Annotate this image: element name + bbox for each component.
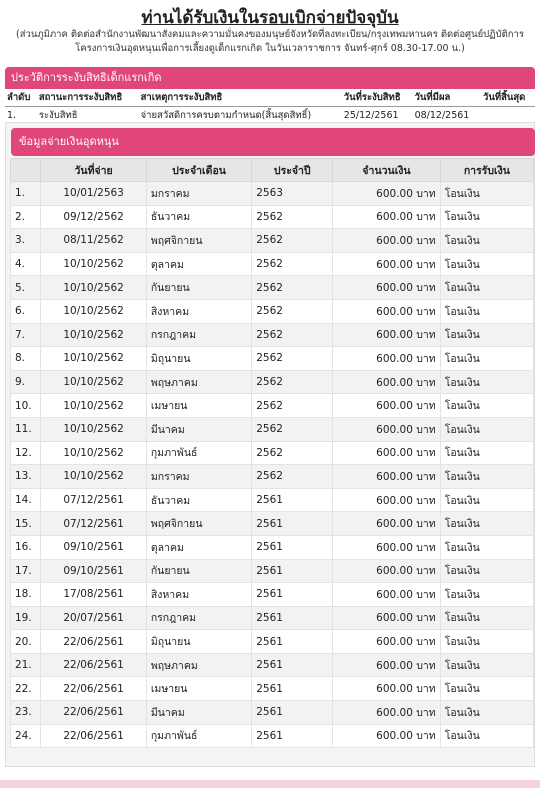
payment-cell: กันยายน: [146, 276, 251, 300]
payment-cell: 10/10/2562: [41, 441, 146, 465]
payment-cell: 2561: [252, 512, 333, 536]
payment-cell: 2562: [252, 465, 333, 489]
payment-cell: 10/10/2562: [41, 347, 146, 371]
payment-cell: 600.00 บาท: [333, 276, 440, 300]
payment-row: [11, 559, 534, 583]
payment-cell: 09/10/2561: [41, 559, 146, 583]
payment-cell: 8.: [11, 347, 41, 371]
payment-cell: โอนเงิน: [440, 677, 533, 701]
payment-cell: 2561: [252, 724, 333, 748]
payment-cell: 2561: [252, 559, 333, 583]
rights-cell: 1.: [7, 110, 17, 121]
rights-column-header: สาเหตุการระงับสิทธิ: [139, 89, 342, 107]
payment-cell: กุมภาพันธ์: [146, 724, 251, 748]
payment-row: [11, 417, 534, 441]
payment-cell: สิงหาคม: [146, 299, 251, 323]
rights-cell: จ่ายสวัสดิการครบตามกำหนด(สิ้นสุดสิทธิ์): [140, 110, 312, 121]
payment-cell: เมษายน: [146, 677, 251, 701]
payment-table: [10, 158, 534, 748]
payment-cell: พฤษภาคม: [146, 653, 251, 677]
payment-cell: 10/10/2562: [41, 417, 146, 441]
payment-cell: 2562: [252, 441, 333, 465]
payment-cell: 600.00 บาท: [333, 677, 440, 701]
payment-cell: 1.: [11, 182, 41, 206]
payment-row: [11, 630, 534, 654]
payment-cell: 2561: [252, 606, 333, 630]
payment-cell: โอนเงิน: [440, 701, 533, 725]
payment-column-header: การรับเงิน: [440, 159, 533, 182]
payment-row: [11, 606, 534, 630]
payment-cell: โอนเงิน: [440, 630, 533, 654]
payment-cell: โอนเงิน: [440, 347, 533, 371]
payment-cell: 22/06/2561: [41, 724, 146, 748]
payment-cell: 2562: [252, 299, 333, 323]
payment-row: [11, 394, 534, 418]
rights-history-header: ประวัติการระงับสิทธิเด็กแรกเกิด: [5, 67, 535, 89]
payment-cell: พฤศจิกายน: [146, 229, 251, 253]
payment-row: [11, 182, 534, 206]
payment-cell: 10/10/2562: [41, 276, 146, 300]
payment-cell: 600.00 บาท: [333, 205, 440, 229]
payment-cell: 2562: [252, 394, 333, 418]
rights-column-header: สถานะการระงับสิทธิ: [37, 89, 139, 107]
payment-cell: 7.: [11, 323, 41, 347]
payment-cell: 10/10/2562: [41, 394, 146, 418]
payment-cell: 600.00 บาท: [333, 653, 440, 677]
payment-cell: 2561: [252, 630, 333, 654]
payment-cell: 12.: [11, 441, 41, 465]
payment-cell: 600.00 บาท: [333, 347, 440, 371]
payment-row: [11, 299, 534, 323]
payment-cell: มีนาคม: [146, 417, 251, 441]
payment-cell: 600.00 บาท: [333, 441, 440, 465]
payment-cell: โอนเงิน: [440, 394, 533, 418]
payment-cell: โอนเงิน: [440, 182, 533, 206]
payment-cell: 13.: [11, 465, 41, 489]
payment-row: [11, 441, 534, 465]
page-title: ท่านได้รับเงินในรอบเบิกจ่ายปัจจุบัน: [141, 8, 399, 28]
payment-cell: 2562: [252, 417, 333, 441]
payment-cell: มกราคม: [146, 182, 251, 206]
payment-cell: โอนเงิน: [440, 323, 533, 347]
payment-cell: โอนเงิน: [440, 205, 533, 229]
payment-cell: 2562: [252, 252, 333, 276]
payment-row: [11, 276, 534, 300]
payment-cell: 2561: [252, 677, 333, 701]
payment-row: [11, 724, 534, 748]
payment-cell: 2562: [252, 205, 333, 229]
payment-cell: 21.: [11, 653, 41, 677]
payment-cell: กุมภาพันธ์: [146, 441, 251, 465]
payment-cell: พฤษภาคม: [146, 370, 251, 394]
payment-cell: 10/01/2563: [41, 182, 146, 206]
rights-cell: ระงับสิทธิ: [38, 110, 78, 121]
rights-history-section: [5, 67, 535, 124]
payment-cell: มกราคม: [146, 465, 251, 489]
payment-cell: 6.: [11, 299, 41, 323]
payment-cell: 600.00 บาท: [333, 724, 440, 748]
payment-row: [11, 229, 534, 253]
payment-row: [11, 370, 534, 394]
payment-cell: กรกฎาคม: [146, 323, 251, 347]
payment-cell: ตุลาคม: [146, 252, 251, 276]
payment-cell: เมษายน: [146, 394, 251, 418]
payment-cell: 22.: [11, 677, 41, 701]
payment-column-header: ประจำเดือน: [146, 159, 251, 182]
payment-cell: 4.: [11, 252, 41, 276]
payment-cell: 9.: [11, 370, 41, 394]
payment-cell: 22/06/2561: [41, 701, 146, 725]
payment-cell: โอนเงิน: [440, 583, 533, 607]
payment-cell: 09/10/2561: [41, 535, 146, 559]
payment-row: [11, 465, 534, 489]
payment-cell: โอนเงิน: [440, 441, 533, 465]
payment-cell: 600.00 บาท: [333, 229, 440, 253]
payment-cell: 07/12/2561: [41, 512, 146, 536]
bottom-bar: [0, 780, 540, 788]
payment-cell: 14.: [11, 488, 41, 512]
payment-cell: 07/12/2561: [41, 488, 146, 512]
payment-cell: 600.00 บาท: [333, 465, 440, 489]
payment-row: [11, 323, 534, 347]
payment-cell: 2561: [252, 488, 333, 512]
payment-cell: 10/10/2562: [41, 252, 146, 276]
payment-cell: 22/06/2561: [41, 630, 146, 654]
payment-row: [11, 205, 534, 229]
payment-row: [11, 347, 534, 371]
payment-cell: โอนเงิน: [440, 370, 533, 394]
payment-cell: 600.00 บาท: [333, 323, 440, 347]
payment-cell: 600.00 บาท: [333, 299, 440, 323]
payment-row: [11, 701, 534, 725]
payment-cell: โอนเงิน: [440, 252, 533, 276]
payment-cell: 11.: [11, 417, 41, 441]
payment-cell: โอนเงิน: [440, 512, 533, 536]
payment-cell: 600.00 บาท: [333, 535, 440, 559]
payment-cell: 600.00 บาท: [333, 182, 440, 206]
payment-cell: 17.: [11, 559, 41, 583]
payment-cell: 2.: [11, 205, 41, 229]
rights-column-header: ลำดับ: [5, 89, 37, 107]
payment-cell: 10/10/2562: [41, 370, 146, 394]
payment-cell: 09/12/2562: [41, 205, 146, 229]
rights-column-header: วันที่ระงับสิทธิ: [342, 89, 413, 107]
payment-cell: มีนาคม: [146, 701, 251, 725]
payment-cell: ธันวาคม: [146, 205, 251, 229]
payment-cell: 600.00 บาท: [333, 488, 440, 512]
payment-cell: 600.00 บาท: [333, 252, 440, 276]
payment-cell: โอนเงิน: [440, 488, 533, 512]
payment-cell: 2561: [252, 701, 333, 725]
payment-section-header: ข้อมูลจ่ายเงินอุดหนุน: [11, 128, 535, 156]
payment-cell: 10.: [11, 394, 41, 418]
payment-cell: สิงหาคม: [146, 583, 251, 607]
payment-cell: 10/10/2562: [41, 299, 146, 323]
rights-column-header: วันที่มีผล: [413, 89, 481, 107]
payment-cell: 24.: [11, 724, 41, 748]
payment-cell: 2562: [252, 370, 333, 394]
payment-cell: โอนเงิน: [440, 465, 533, 489]
payment-cell: 16.: [11, 535, 41, 559]
payment-cell: 2562: [252, 323, 333, 347]
payment-cell: โอนเงิน: [440, 299, 533, 323]
payment-cell: กรกฎาคม: [146, 606, 251, 630]
payment-column-header: [11, 159, 41, 182]
payment-cell: 600.00 บาท: [333, 583, 440, 607]
payment-cell: โอนเงิน: [440, 653, 533, 677]
payment-cell: โอนเงิน: [440, 276, 533, 300]
payment-cell: 10/10/2562: [41, 465, 146, 489]
payment-cell: 600.00 บาท: [333, 417, 440, 441]
rights-column-header: วันที่สิ้นสุด: [481, 89, 535, 107]
payment-cell: 2562: [252, 276, 333, 300]
payment-cell: 2561: [252, 535, 333, 559]
payment-cell: 600.00 บาท: [333, 630, 440, 654]
payment-row: [11, 653, 534, 677]
payment-cell: 2561: [252, 653, 333, 677]
contact-note: (ส่วนภูมิภาค ติดต่อสำนักงานพัฒนาสังคมและความมั่นคงของมนุษย์จังหวัดที่ลงทะเบียน/กรุงเทพมหานคร ติดต่อศูนย์ปฏิบัติการโครงการเงินอุดหนุนเพื่อการเลี้ยงดูเด็กแรกเกิด ในวันเวลาราชการ จันทร์-ศุกร์ 08.30-17.00 น.): [16, 29, 524, 54]
payment-cell: มิถุนายน: [146, 630, 251, 654]
payment-row: [11, 488, 534, 512]
payment-cell: โอนเงิน: [440, 724, 533, 748]
payment-cell: 2563: [252, 182, 333, 206]
payment-row: [11, 535, 534, 559]
rights-history-table: [5, 89, 535, 124]
payment-cell: โอนเงิน: [440, 229, 533, 253]
payment-cell: 17/08/2561: [41, 583, 146, 607]
payment-cell: ธันวาคม: [146, 488, 251, 512]
payment-cell: โอนเงิน: [440, 559, 533, 583]
payment-cell: 3.: [11, 229, 41, 253]
payment-cell: 600.00 บาท: [333, 370, 440, 394]
payment-cell: มิถุนายน: [146, 347, 251, 371]
payment-cell: 2562: [252, 347, 333, 371]
payment-cell: โอนเงิน: [440, 417, 533, 441]
payment-cell: 18.: [11, 583, 41, 607]
payment-cell: 15.: [11, 512, 41, 536]
payment-cell: 23.: [11, 701, 41, 725]
payment-cell: 600.00 บาท: [333, 701, 440, 725]
payment-cell: โอนเงิน: [440, 535, 533, 559]
payment-row: [11, 677, 534, 701]
payment-column-header: ประจำปี: [252, 159, 333, 182]
payment-cell: 08/11/2562: [41, 229, 146, 253]
payment-cell: พฤศจิกายน: [146, 512, 251, 536]
payment-cell: 22/06/2561: [41, 677, 146, 701]
payment-row: [11, 583, 534, 607]
payment-cell: 20.: [11, 630, 41, 654]
payment-cell: 2561: [252, 583, 333, 607]
payment-cell: กันยายน: [146, 559, 251, 583]
payment-section: [5, 122, 535, 767]
payment-cell: 600.00 บาท: [333, 394, 440, 418]
payment-cell: 600.00 บาท: [333, 512, 440, 536]
payment-column-header: จำนวนเงิน: [333, 159, 440, 182]
payment-cell: 10/10/2562: [41, 323, 146, 347]
rights-cell: 25/12/2561: [343, 110, 399, 121]
payment-row: [11, 252, 534, 276]
payment-cell: 600.00 บาท: [333, 559, 440, 583]
payment-cell: 600.00 บาท: [333, 606, 440, 630]
payment-cell: 19.: [11, 606, 41, 630]
payment-cell: 20/07/2561: [41, 606, 146, 630]
payment-column-header: วันที่จ่าย: [41, 159, 146, 182]
payment-cell: 22/06/2561: [41, 653, 146, 677]
payment-row: [11, 512, 534, 536]
payment-cell: ตุลาคม: [146, 535, 251, 559]
payment-cell: 5.: [11, 276, 41, 300]
payment-cell: โอนเงิน: [440, 606, 533, 630]
payment-cell: 2562: [252, 229, 333, 253]
rights-cell: 08/12/2561: [414, 110, 470, 121]
